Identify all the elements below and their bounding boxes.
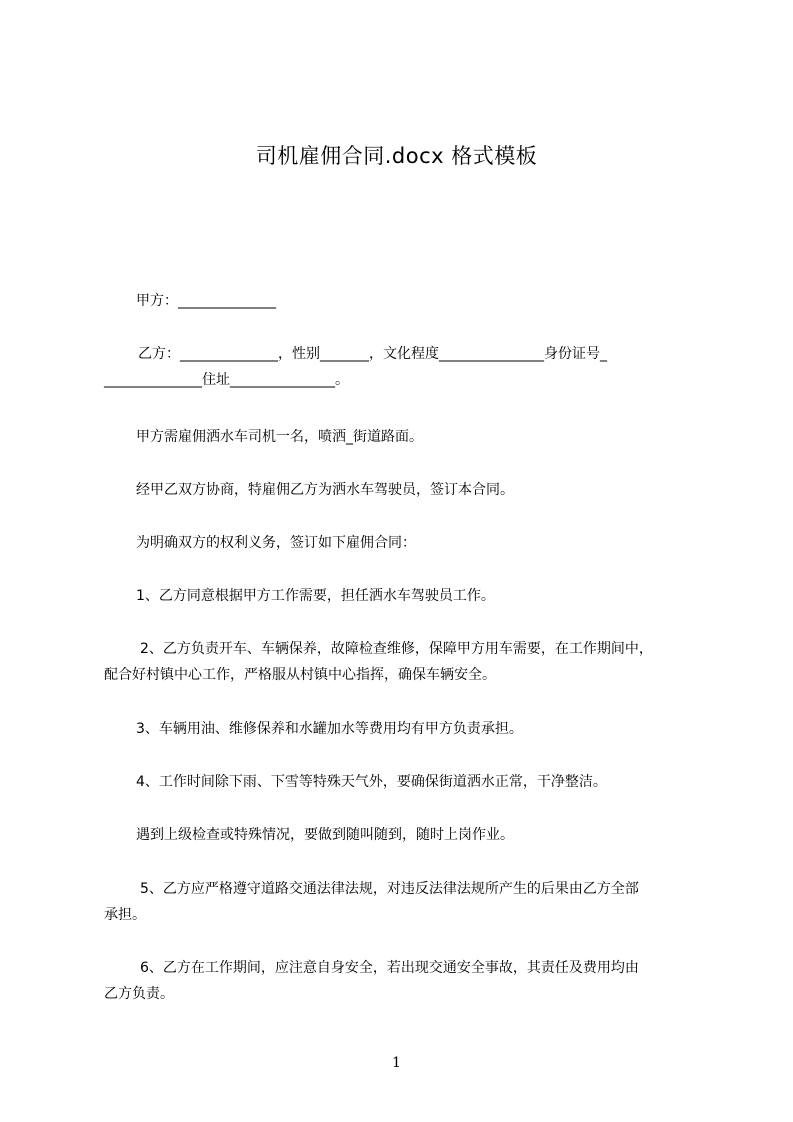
intro-paragraph: 为明确双方的权利义务，签订如下雇佣合同： xyxy=(136,535,416,551)
clause-3: 3、车辆用油、维修保养和水罐加水等费用均有甲方负责承担。 xyxy=(136,721,523,737)
party-b-line-1: 乙方：______________，性别_______，文化程度_______________身份证号_ xyxy=(138,346,607,362)
hire-paragraph: 甲方需雇佣洒水车司机一名，喷洒_街道路面。 xyxy=(136,429,423,445)
clause-5-line-1: 5、乙方应严格遵守道路交通法律法规，对违反法律法规所产生的后果由乙方全部 xyxy=(140,881,639,897)
party-a-line: 甲方：______________ xyxy=(136,293,276,309)
clause-4-extra: 遇到上级检查或特殊情况，要做到随叫随到，随时上岗作业。 xyxy=(136,827,514,843)
clause-2-line-1: 2、乙方负责开车、车辆保养，故障检查维修，保障甲方用车需要，在工作期间中， xyxy=(140,641,653,657)
clause-2-line-2: 配合好村镇中心工作，严格服从村镇中心指挥，确保车辆安全。 xyxy=(104,667,496,683)
page-number: 1 xyxy=(392,1055,401,1071)
document-title: 司机雇佣合同.docx 格式模板 xyxy=(255,144,538,168)
clause-5-line-2: 承担。 xyxy=(104,907,146,923)
clause-4: 4、工作时间除下雨、下雪等特殊天气外，要确保街道洒水正常，干净整洁。 xyxy=(136,774,607,790)
party-b-line-2: ______________住址_______________。 xyxy=(104,372,349,388)
clause-1: 1、乙方同意根据甲方工作需要，担任洒水车驾驶员工作。 xyxy=(136,588,495,604)
clause-6-line-1: 6、乙方在工作期间，应注意自身安全，若出现交通安全事故，其责任及费用均由 xyxy=(140,960,639,976)
agreement-paragraph: 经甲乙双方协商，特雇佣乙方为洒水车驾驶员，签订本合同。 xyxy=(136,482,514,498)
clause-6-line-2: 乙方负责。 xyxy=(104,986,174,1002)
